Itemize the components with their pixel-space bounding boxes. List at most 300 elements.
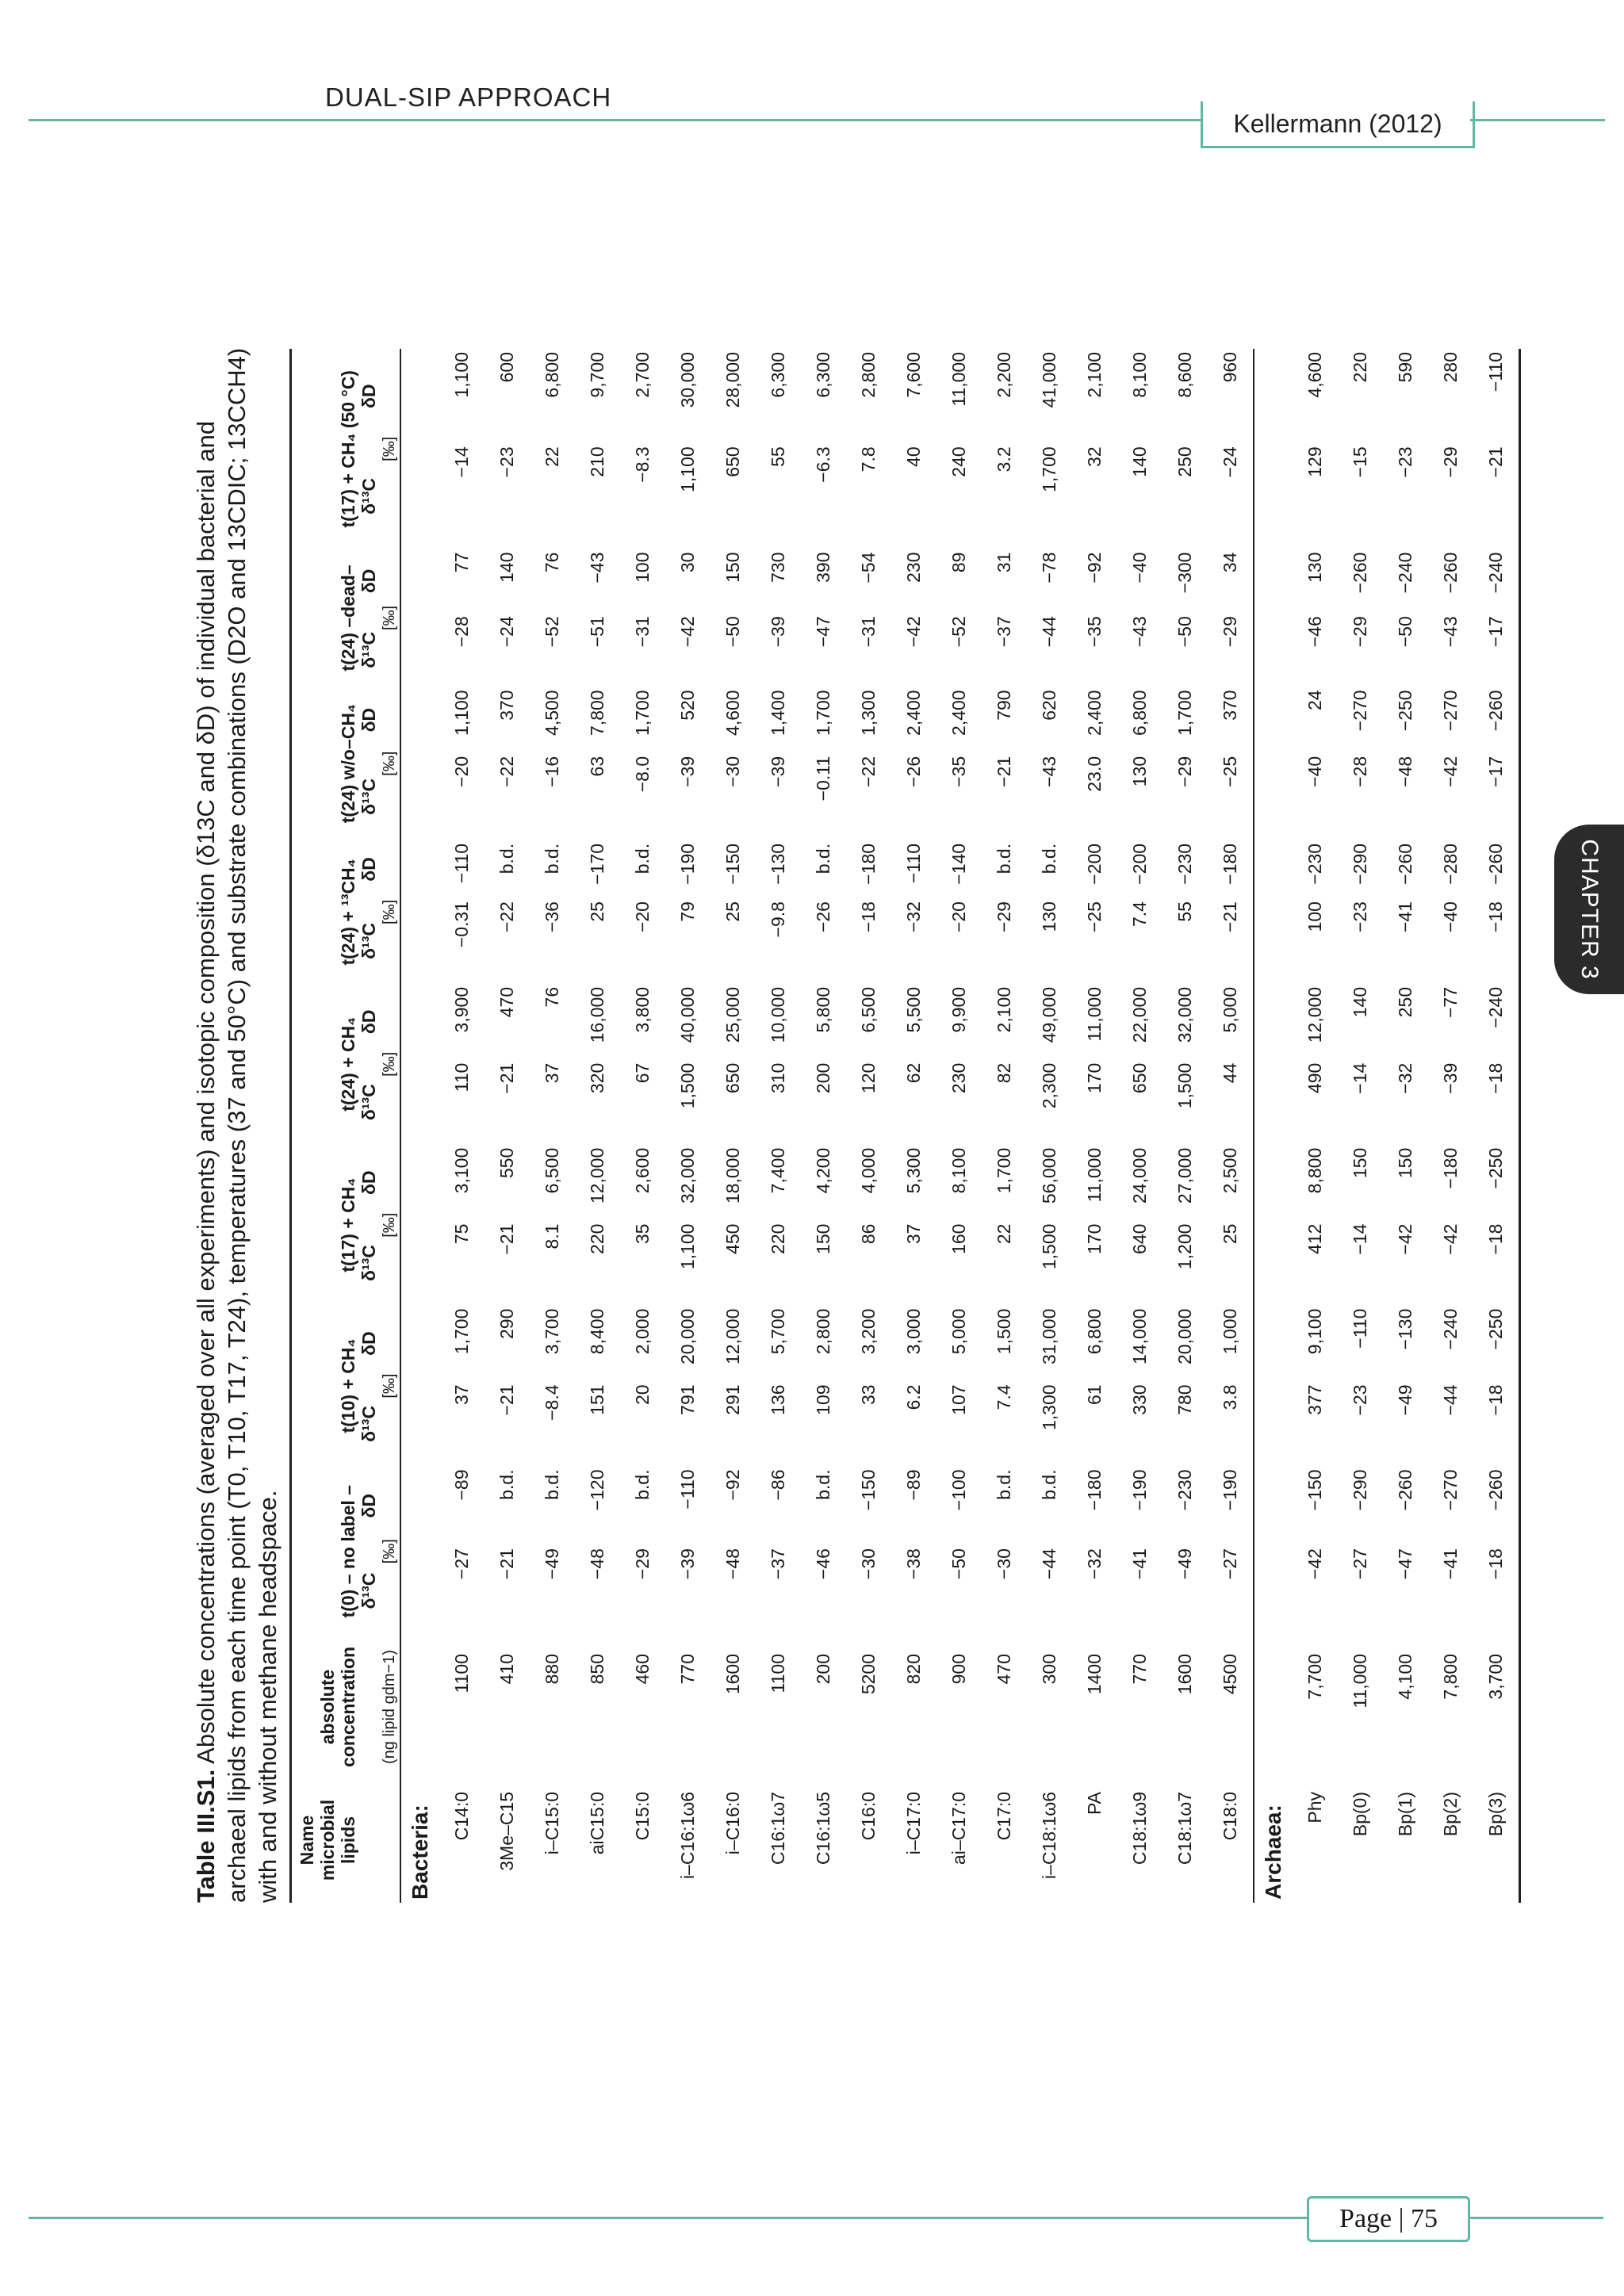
table-row	[530, 349, 575, 1903]
deltad-value: b.d.	[994, 843, 1014, 874]
deltad-value: −150	[858, 1469, 879, 1511]
deltad-value: 8,400	[587, 1308, 607, 1355]
delta13c-value: 7.4	[1129, 901, 1150, 928]
deltad-value: −190	[1208, 1467, 1254, 1546]
table-row	[801, 349, 846, 1903]
deltad-value: −110	[677, 1469, 698, 1510]
deltad-value: 730	[768, 552, 788, 583]
deltad-value: 6,800	[1129, 690, 1150, 736]
group-unit: [‰]	[379, 349, 400, 549]
deltad-value: b.d.	[496, 1469, 517, 1500]
delta13c-value: 1,300	[1039, 1384, 1059, 1430]
deltad-value: −300	[1174, 552, 1195, 594]
deltad-value: 12,000	[1304, 986, 1325, 1043]
deltad-value: b.d.	[1039, 1469, 1059, 1500]
deltad-value: 32,000	[677, 1147, 698, 1204]
deltad-value: 2,000	[632, 1308, 653, 1355]
delta13c-value: 32	[1084, 446, 1105, 467]
lipid-concentration: 11,000	[1350, 1654, 1370, 1709]
deltad-value: −180	[1440, 1147, 1461, 1189]
lipid-concentration: 7,800	[1440, 1654, 1461, 1700]
delta13c-value: 1,200	[1174, 1223, 1195, 1270]
lipid-concentration: 770	[1129, 1654, 1150, 1685]
caption-label: Table III.S1.	[192, 1769, 220, 1903]
deltad-value: 3,100	[451, 1147, 472, 1194]
deltad-value: 8,600	[1174, 352, 1195, 398]
delta13c-value: −49	[1395, 1384, 1415, 1416]
section-row	[1254, 349, 1293, 1903]
header-row-groups	[291, 349, 359, 1903]
delta13c-value: 640	[1129, 1223, 1150, 1254]
delta13c-value: 310	[768, 1062, 788, 1094]
section-title: Archaea:	[1261, 1804, 1285, 1900]
delta13c-value: −32	[903, 901, 924, 933]
delta13c-value: −31	[858, 616, 879, 648]
delta13c-value: −26	[813, 901, 833, 933]
deltad-value: 370	[1208, 687, 1254, 752]
lipid-name: C18:1ω7	[1174, 1792, 1195, 1866]
delta13c-value: −8.4	[542, 1384, 562, 1421]
deltad-value: 5,000	[948, 1308, 969, 1355]
delta13c-value: −21	[496, 1062, 517, 1094]
delta13c-value: −42	[1440, 1223, 1461, 1255]
deltad-value: 3,000	[903, 1308, 924, 1355]
delta13c-value: −20	[948, 901, 969, 933]
delta13c-value: 40	[903, 446, 924, 467]
delta13c-value: −27	[451, 1548, 472, 1580]
delta13c-value: −14	[1350, 1223, 1370, 1255]
table-row	[846, 349, 891, 1903]
delta13c-value: 1,100	[677, 446, 698, 492]
deltad-value: 14,000	[1129, 1308, 1150, 1364]
deltad-value: 2,200	[994, 352, 1014, 398]
delta13c-value: −15	[1350, 446, 1370, 478]
delta13c-value: −30	[994, 1548, 1014, 1580]
deltad-value: −290	[1350, 843, 1370, 885]
header-rule-right	[1470, 119, 1605, 121]
conc-unit: (ng lipid gdm−1)	[379, 1636, 400, 1777]
deltad-value: 6,300	[768, 352, 788, 398]
deltad-header: δD	[358, 384, 379, 408]
deltad-value: −130	[768, 843, 788, 885]
delta13c-value: −38	[903, 1548, 924, 1580]
delta13c-value: 23.0	[1084, 756, 1105, 792]
deltad-value: 220	[1350, 352, 1370, 383]
delta13c-value: 240	[948, 446, 969, 477]
delta13c-value: 2,300	[1039, 1062, 1059, 1109]
deltad-value: b.d.	[813, 1469, 833, 1500]
deltad-value: 32,000	[1174, 986, 1195, 1043]
deltad-value: b.d.	[542, 843, 562, 874]
deltad-value: −89	[451, 1469, 472, 1501]
deltad-value: 89	[948, 552, 969, 573]
delta13c-value: −49	[1174, 1548, 1195, 1580]
table-row	[1293, 349, 1338, 1903]
deltad-value: −190	[1129, 1469, 1150, 1511]
page-number: Page | 75	[1307, 2196, 1470, 2242]
delta13c-value: −21	[496, 1384, 517, 1416]
delta13c-value: 120	[858, 1062, 879, 1094]
delta13c-value: −27	[1350, 1548, 1370, 1580]
delta13c-value: 220	[587, 1223, 607, 1254]
deltad-value: 590	[1395, 352, 1415, 383]
delta13c-value: −20	[451, 756, 472, 787]
deltad-value: 230	[903, 552, 924, 583]
deltad-header: δD	[358, 707, 379, 733]
delta13c-value: 1,700	[1039, 446, 1059, 492]
table-row	[439, 349, 485, 1903]
delta13c-value: 8.1	[542, 1223, 562, 1249]
delta13c-value: 140	[1129, 446, 1150, 477]
deltad-value: −40	[1129, 552, 1150, 584]
delta13c-value: −18	[1473, 1381, 1520, 1466]
lipid-concentration: 880	[542, 1654, 562, 1685]
delta13c-value: −40	[1440, 901, 1461, 933]
delta13c-value: −25	[1208, 753, 1254, 840]
delta13c-value: 490	[1304, 1062, 1325, 1094]
deltad-value: 20,000	[1174, 1308, 1195, 1364]
delta13c-value: 780	[1174, 1384, 1195, 1415]
deltad-value: b.d.	[994, 1469, 1014, 1500]
deltad-value: 1,300	[858, 690, 879, 736]
lipid-name: C16:1ω5	[813, 1792, 833, 1866]
delta13c-value: −52	[948, 616, 969, 648]
deltad-value: −92	[1084, 552, 1105, 584]
delta13c-value: 100	[1304, 901, 1325, 932]
delta13c-value: 37	[903, 1223, 924, 1245]
deltad-value: −89	[903, 1469, 924, 1501]
delta13c-value: 107	[948, 1384, 969, 1415]
deltad-value: 5,000	[1208, 984, 1254, 1060]
deltad-value: −230	[1174, 843, 1195, 885]
deltad-value: 2,700	[632, 352, 653, 398]
lipid-name: C14:0	[451, 1792, 472, 1841]
deltad-value: 9,100	[1304, 1308, 1325, 1355]
delta13c-value: −46	[1304, 616, 1325, 648]
deltad-header: δD	[358, 857, 379, 882]
delta13c-value: −30	[722, 756, 743, 787]
delta13c-value: 1,100	[677, 1223, 698, 1270]
deltad-value: 790	[994, 690, 1014, 721]
delta13c-value: 210	[587, 446, 607, 477]
deltad-value: b.d.	[813, 843, 833, 874]
delta13c-value: −17	[1473, 753, 1520, 840]
deltad-value: −260	[1350, 552, 1370, 594]
deltad-value: 18,000	[722, 1147, 743, 1204]
delta13c-value: −24	[496, 616, 517, 648]
delta13c-value: 170	[1084, 1062, 1105, 1094]
delta13c-value: −29	[994, 901, 1014, 933]
table-row	[665, 349, 710, 1903]
deltad-value: 5,300	[903, 1147, 924, 1194]
group-header: t(10) + CH₄	[338, 1338, 358, 1433]
deltad-value: −140	[948, 843, 969, 885]
deltad-value: −110	[1350, 1308, 1370, 1349]
deltad-value: 11,000	[1084, 1147, 1105, 1203]
deltad-value: 150	[722, 552, 743, 583]
delta13c-value: −18	[858, 901, 879, 933]
deltad-value: 30	[677, 552, 698, 573]
deltad-value: 280	[1440, 352, 1461, 383]
delta13c-value: −35	[948, 756, 969, 787]
delta13c-value: −29	[1208, 613, 1254, 687]
deltad-value: 28,000	[722, 352, 743, 408]
deltad-value: 5,800	[813, 986, 833, 1033]
delta13c-value: −24	[1208, 443, 1254, 549]
deltad-value: −110	[451, 843, 472, 884]
deltad-header: δD	[358, 568, 379, 594]
delta13c-value: 160	[948, 1223, 969, 1254]
deltad-value: 77	[451, 552, 472, 573]
deltad-value: −240	[1473, 984, 1520, 1060]
lipid-concentration: 1100	[768, 1654, 788, 1693]
table-row	[1338, 349, 1383, 1903]
lipid-concentration: 5200	[858, 1654, 879, 1695]
table-row	[1383, 349, 1428, 1903]
delta13c-value: 25	[722, 901, 743, 922]
section-row	[400, 349, 439, 1903]
delta13c-value: −20	[632, 901, 653, 933]
delta13c-value: 55	[1174, 901, 1195, 922]
lipid-name: aiC15:0	[587, 1792, 607, 1855]
delta13c-value: 450	[722, 1223, 743, 1254]
delta13c-value: −41	[1129, 1548, 1150, 1580]
deltad-value: −240	[1395, 552, 1415, 594]
deltad-value: 5,500	[903, 986, 924, 1033]
deltad-value: −78	[1039, 552, 1059, 584]
delta13c-header: δ¹³C	[358, 477, 379, 515]
table-row	[1072, 349, 1117, 1903]
delta13c-value: 22	[542, 446, 562, 467]
table-row	[982, 349, 1027, 1903]
deltad-value: −86	[768, 1469, 788, 1501]
running-head-right: Kellermann (2012)	[1201, 101, 1475, 148]
delta13c-value: −8.3	[632, 446, 653, 483]
deltad-value: b.d.	[632, 1469, 653, 1500]
deltad-value: −130	[1395, 1308, 1415, 1350]
deltad-value: 2,100	[1084, 352, 1105, 398]
delta13c-value: −41	[1395, 901, 1415, 933]
delta13c-value: −29	[632, 1548, 653, 1580]
delta13c-value: −46	[813, 1548, 833, 1580]
delta13c-value: 200	[813, 1062, 833, 1094]
delta13c-value: −29	[1350, 616, 1370, 648]
deltad-value: 25,000	[722, 986, 743, 1043]
lipid-concentration: 770	[677, 1654, 698, 1685]
delta13c-value: 110	[451, 1062, 472, 1093]
deltad-value: b.d.	[632, 843, 653, 874]
delta13c-value: −41	[1440, 1548, 1461, 1580]
group-header: t(24) + ¹³CH₄	[338, 859, 358, 966]
deltad-value: 24	[1304, 690, 1325, 710]
lipid-concentration: 900	[948, 1654, 969, 1685]
deltad-value: −290	[1350, 1469, 1370, 1511]
delta13c-value: −18	[1473, 898, 1520, 984]
delta13c-value: −42	[1395, 1223, 1415, 1255]
deltad-value: 76	[542, 552, 562, 573]
delta13c-value: −29	[1174, 756, 1195, 787]
deltad-value: b.d.	[1039, 843, 1059, 874]
table-row	[620, 349, 665, 1903]
delta13c-value: −26	[903, 756, 924, 787]
delta13c-value: 82	[994, 1062, 1014, 1084]
deltad-value: −250	[1395, 690, 1415, 732]
delta13c-value: −44	[1440, 1384, 1461, 1416]
delta13c-value: 151	[587, 1384, 607, 1415]
deltad-value: 140	[1350, 986, 1370, 1018]
deltad-value: 370	[496, 690, 517, 721]
lipid-concentration: 300	[1039, 1654, 1059, 1685]
lipid-name: i–C18:1ω6	[1039, 1792, 1059, 1880]
footer-rule-right	[1469, 2217, 1603, 2219]
delta13c-header: δ¹³C	[358, 1572, 379, 1609]
lipid-concentration: 4,100	[1395, 1654, 1415, 1700]
deltad-value: 4,000	[858, 1147, 879, 1194]
deltad-value: −260	[1473, 687, 1520, 752]
delta13c-value: 67	[632, 1062, 653, 1084]
group-unit: [‰]	[379, 549, 400, 687]
delta13c-value: −23	[1350, 1384, 1370, 1416]
deltad-value: 12,000	[722, 1308, 743, 1364]
deltad-value: 11,000	[1084, 986, 1105, 1042]
delta13c-value: 25	[1208, 1221, 1254, 1306]
delta13c-value: 33	[858, 1384, 879, 1406]
deltad-value: b.d.	[542, 1469, 562, 1500]
lipid-name: C18:1ω9	[1129, 1792, 1150, 1866]
delta13c-value: −16	[542, 756, 562, 787]
deltad-value: −260	[1440, 552, 1461, 594]
delta13c-value: −21	[1208, 898, 1254, 984]
deltad-value: 100	[632, 552, 653, 583]
deltad-value: 130	[1304, 552, 1325, 583]
lipid-concentration: 410	[496, 1654, 517, 1685]
delta13c-header: δ¹³C	[358, 631, 379, 668]
deltad-value: 2,800	[858, 352, 879, 398]
deltad-value: 2,600	[632, 1147, 653, 1194]
lipid-name: C15:0	[632, 1792, 653, 1841]
group-unit: [‰]	[379, 1145, 400, 1306]
deltad-value: 8,800	[1304, 1147, 1325, 1194]
deltad-value: 16,000	[587, 986, 607, 1043]
deltad-value: 31	[994, 552, 1014, 573]
delta13c-value: 37	[542, 1062, 562, 1084]
deltad-value: 960	[1208, 349, 1254, 443]
deltad-value: 1,700	[1174, 690, 1195, 736]
delta13c-value: 1,500	[677, 1062, 698, 1109]
delta13c-value: −30	[858, 1548, 879, 1580]
deltad-value: −250	[1473, 1145, 1520, 1221]
deltad-value: 2,400	[948, 690, 969, 736]
deltad-value: 5,700	[768, 1308, 788, 1355]
delta13c-value: −43	[1440, 616, 1461, 648]
delta13c-value: −14	[1350, 1062, 1370, 1094]
caption-text: Absolute concentrations (averaged over all experiments) and isotopic composition (δ13C and δD) of individual bacterial and archaeal lipids from each time point (T0, T10, T17, T24), temperatures (37 and 50°C) and substrate combinations (D2O and 13CDIC; 13CCH4) with and without methane headspace.	[192, 347, 282, 1903]
delta13c-value: 7.4	[994, 1384, 1014, 1410]
delta13c-value: 1,500	[1039, 1223, 1059, 1270]
delta13c-value: 79	[677, 901, 698, 922]
table-row	[891, 349, 936, 1903]
delta13c-value: −43	[1129, 616, 1150, 648]
delta13c-header: δ¹³C	[358, 778, 379, 815]
delta13c-value: −27	[1208, 1545, 1254, 1636]
delta13c-header: δ¹³C	[358, 1406, 379, 1442]
delta13c-value: −28	[1350, 756, 1370, 787]
delta13c-value: −18	[1473, 1221, 1520, 1306]
deltad-value: 3,900	[451, 986, 472, 1033]
delta13c-value: 109	[813, 1384, 833, 1415]
lipid-concentration: 4500	[1208, 1636, 1254, 1777]
deltad-value: 56,000	[1039, 1147, 1059, 1204]
group-unit: [‰]	[379, 840, 400, 984]
delta13c-value: −39	[677, 1548, 698, 1580]
deltad-value: 1,700	[994, 1147, 1014, 1194]
deltad-value: −270	[1440, 1469, 1461, 1511]
deltad-value: −54	[858, 552, 879, 584]
lipid-concentration: 1100	[451, 1654, 472, 1693]
deltad-value: 3,200	[858, 1308, 879, 1355]
lipid-concentration: 1600	[1174, 1654, 1195, 1695]
deltad-value: 9,700	[587, 352, 607, 398]
running-head-left: DUAL-SIP APPROACH	[325, 82, 612, 112]
header-row-units	[379, 349, 400, 1903]
deltad-value: 1,400	[768, 690, 788, 736]
delta13c-value: −21	[496, 1548, 517, 1580]
delta13c-value: 650	[722, 1062, 743, 1094]
delta13c-value: 63	[587, 756, 607, 777]
lipid-concentration: 200	[813, 1654, 833, 1685]
delta13c-value: −23	[496, 446, 517, 478]
lipid-name: i–C17:0	[903, 1792, 924, 1855]
deltad-value: −250	[1473, 1306, 1520, 1382]
chapter-tab	[1554, 825, 1624, 994]
deltad-value: −230	[1174, 1469, 1195, 1511]
lipid-concentration: 850	[587, 1654, 607, 1685]
delta13c-header: δ¹³C	[358, 1245, 379, 1282]
delta13c-value: 291	[722, 1384, 743, 1415]
deltad-value: −180	[1084, 1469, 1105, 1511]
delta13c-value: 650	[722, 446, 743, 477]
delta13c-value: −0.11	[813, 756, 833, 802]
deltad-value: −190	[677, 843, 698, 885]
deltad-value: 11,000	[948, 352, 969, 407]
deltad-value: 30,000	[677, 352, 698, 408]
lipid-concentration: 7,700	[1304, 1654, 1325, 1700]
delta13c-value: −25	[1084, 901, 1105, 933]
lipid-name: PA	[1084, 1792, 1105, 1815]
delta13c-value: −8.0	[632, 756, 653, 793]
delta13c-value: −21	[496, 1223, 517, 1255]
deltad-value: 1,500	[994, 1308, 1014, 1355]
deltad-value: −260	[1395, 843, 1415, 885]
table-row	[485, 349, 530, 1903]
delta13c-value: 75	[451, 1223, 472, 1245]
lipid-name: C16:0	[858, 1792, 879, 1841]
delta13c-value: −39	[768, 756, 788, 787]
table-row	[575, 349, 620, 1903]
delta13c-value: 3.2	[994, 446, 1014, 473]
table-row	[1117, 349, 1162, 1903]
deltad-value: 2,800	[813, 1308, 833, 1355]
rotated-table-block	[190, 333, 1506, 1903]
deltad-value: −260	[1473, 1467, 1520, 1546]
chapter-label: CHAPTER 3	[1576, 839, 1603, 980]
lipid-name: 3Me–C15	[496, 1792, 517, 1871]
delta13c-value: 37	[451, 1384, 472, 1406]
delta13c-value: −49	[542, 1548, 562, 1580]
lipid-name: i–C16:1ω6	[677, 1792, 698, 1880]
delta13c-value: 22	[994, 1223, 1014, 1245]
deltad-value: 3,800	[632, 986, 653, 1033]
